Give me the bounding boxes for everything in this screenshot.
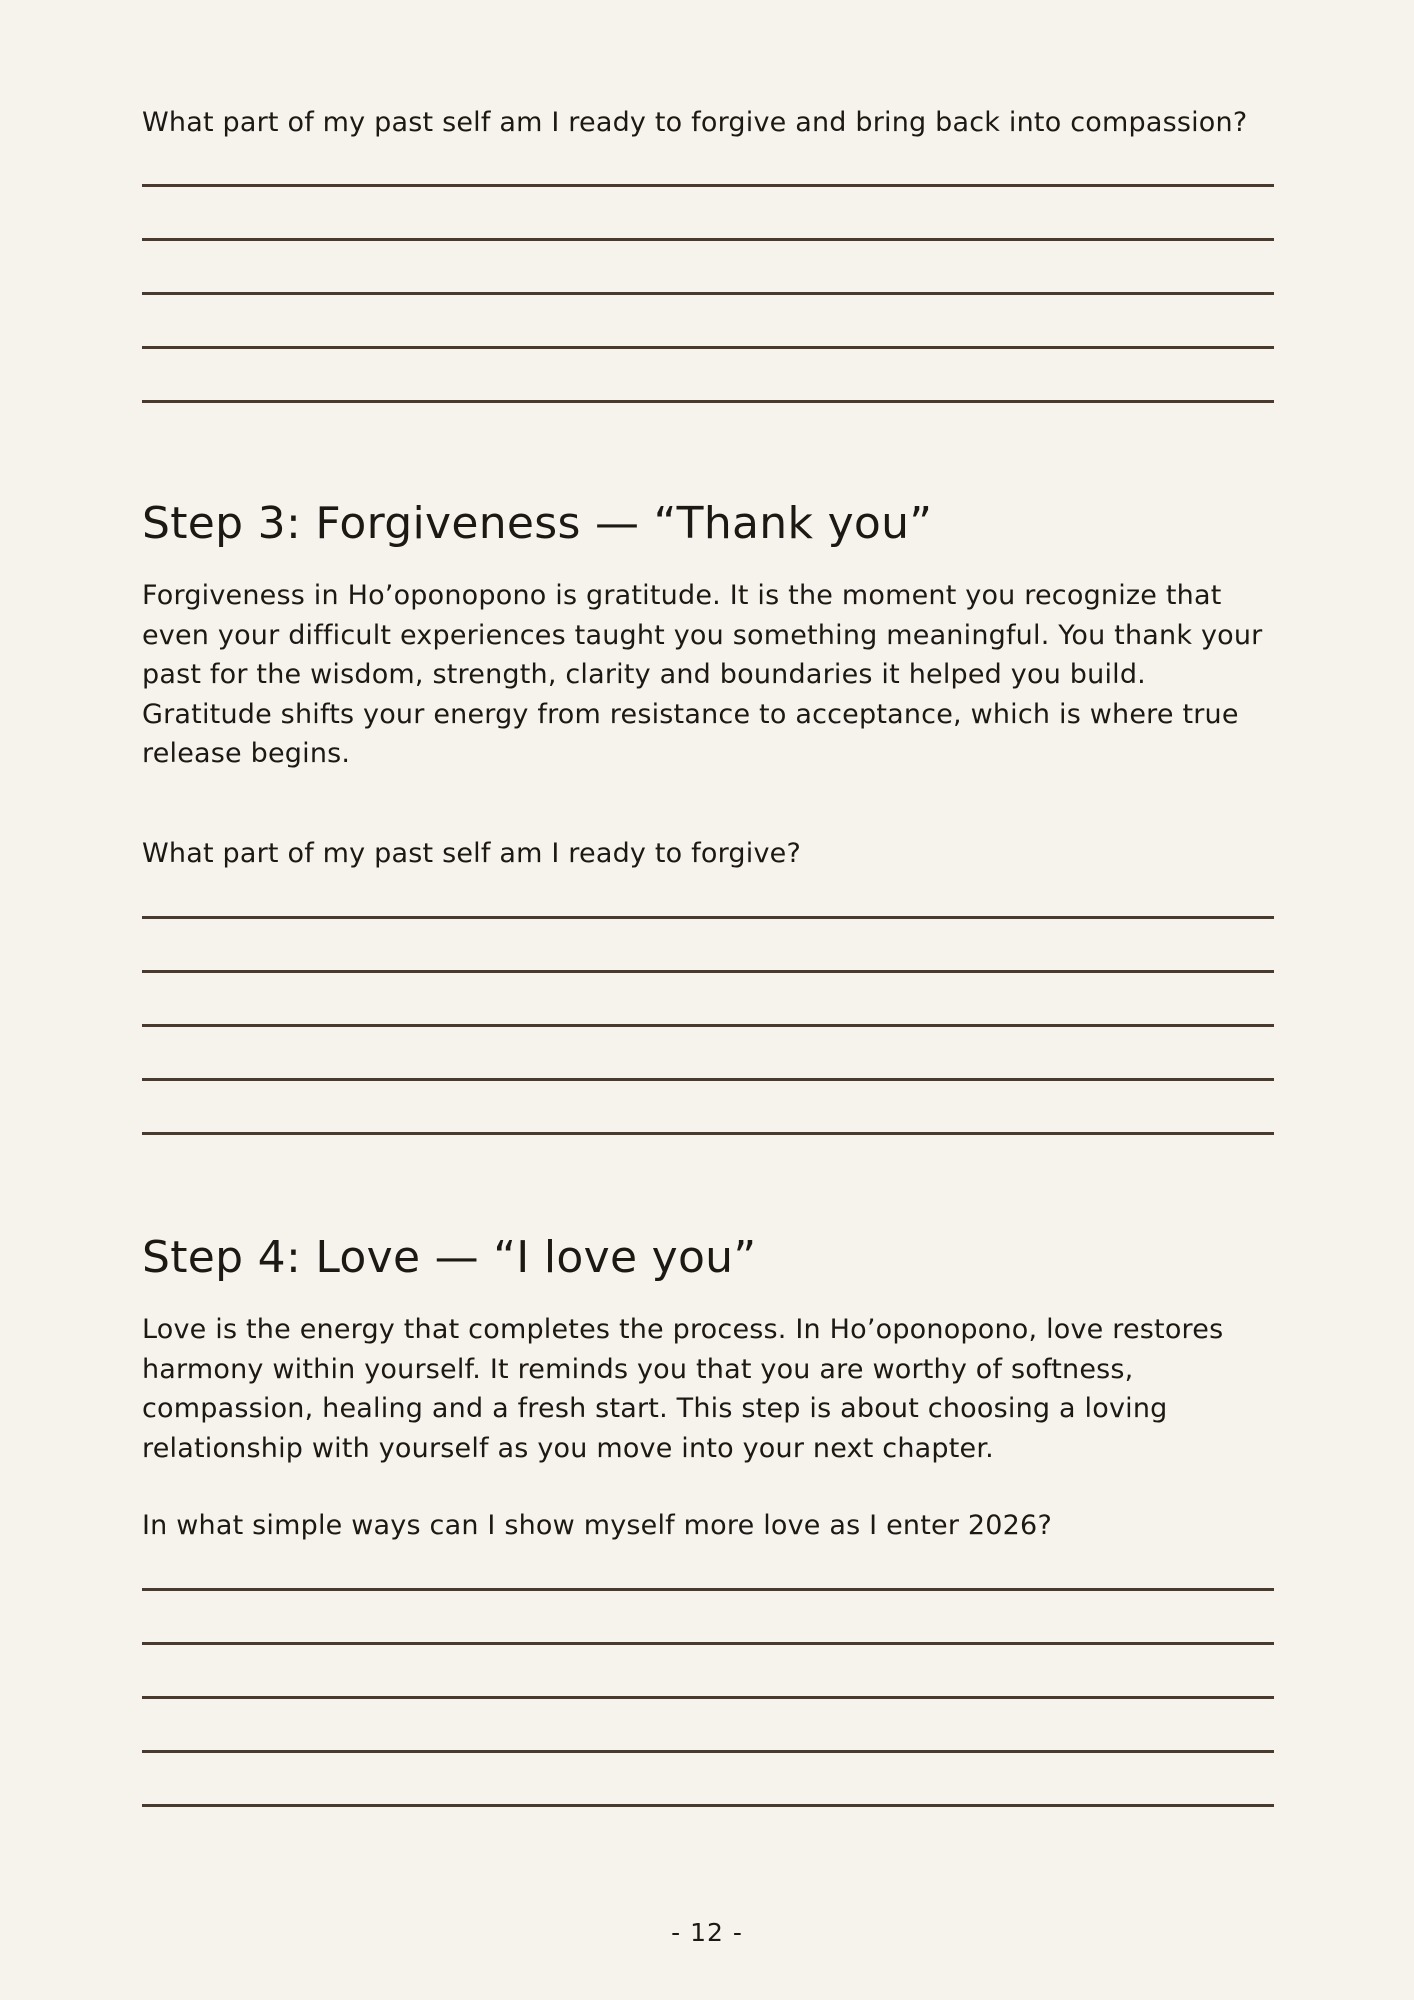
writing-line[interactable] <box>142 238 1274 241</box>
writing-line[interactable] <box>142 1132 1274 1135</box>
step-4-paragraph: Love is the energy that completes the process. In Ho’oponopono, love restores harmony within yourself. It reminds you that you are worthy of softness, compassion, healing and a fresh start. This step is about choosing a loving relationship with yourself as you move into your next chapter. <box>142 1314 1224 1464</box>
top-prompt-block <box>142 103 1274 143</box>
writing-line[interactable] <box>142 292 1274 295</box>
writing-line[interactable] <box>142 1024 1274 1027</box>
step-3-section <box>142 496 1274 552</box>
step-3-prompt-block <box>142 834 1274 874</box>
writing-line[interactable] <box>142 1078 1274 1081</box>
writing-line[interactable] <box>142 970 1274 973</box>
writing-line[interactable] <box>142 1750 1274 1753</box>
writing-line[interactable] <box>142 184 1274 187</box>
step-3-paragraph: Forgiveness in Ho’oponopono is gratitude. It is the moment you recognize that even your difficult experiences taught you something meaningful. You thank your past for the wisdom, strength, clarity and boundaries it helped you build. Gratitude shifts your energy from resistance to acceptance, which is where true release begins. <box>142 580 1263 769</box>
writing-line[interactable] <box>142 1696 1274 1699</box>
step-3-prompt: What part of my past self am I ready to forgive? <box>142 838 801 869</box>
writing-line[interactable] <box>142 400 1274 403</box>
writing-line[interactable] <box>142 1588 1274 1591</box>
step-3-body <box>142 576 1274 774</box>
writing-line[interactable] <box>142 1642 1274 1645</box>
step-4-prompt-block <box>142 1506 1274 1546</box>
writing-line[interactable] <box>142 916 1274 919</box>
page-number: - 12 - <box>671 1918 743 1947</box>
step-3-heading: Step 3: Forgiveness — “Thank you” <box>142 498 933 549</box>
writing-line[interactable] <box>142 346 1274 349</box>
journal-prompt: What part of my past self am I ready to forgive and bring back into compassion? <box>142 107 1248 138</box>
step-4-prompt: In what simple ways can I show myself more love as I enter 2026? <box>142 1510 1052 1541</box>
writing-line[interactable] <box>142 1804 1274 1807</box>
step-4-body <box>142 1310 1274 1468</box>
step-4-heading: Step 4: Love — “I love you” <box>142 1232 757 1283</box>
step-4-section <box>142 1230 1274 1286</box>
